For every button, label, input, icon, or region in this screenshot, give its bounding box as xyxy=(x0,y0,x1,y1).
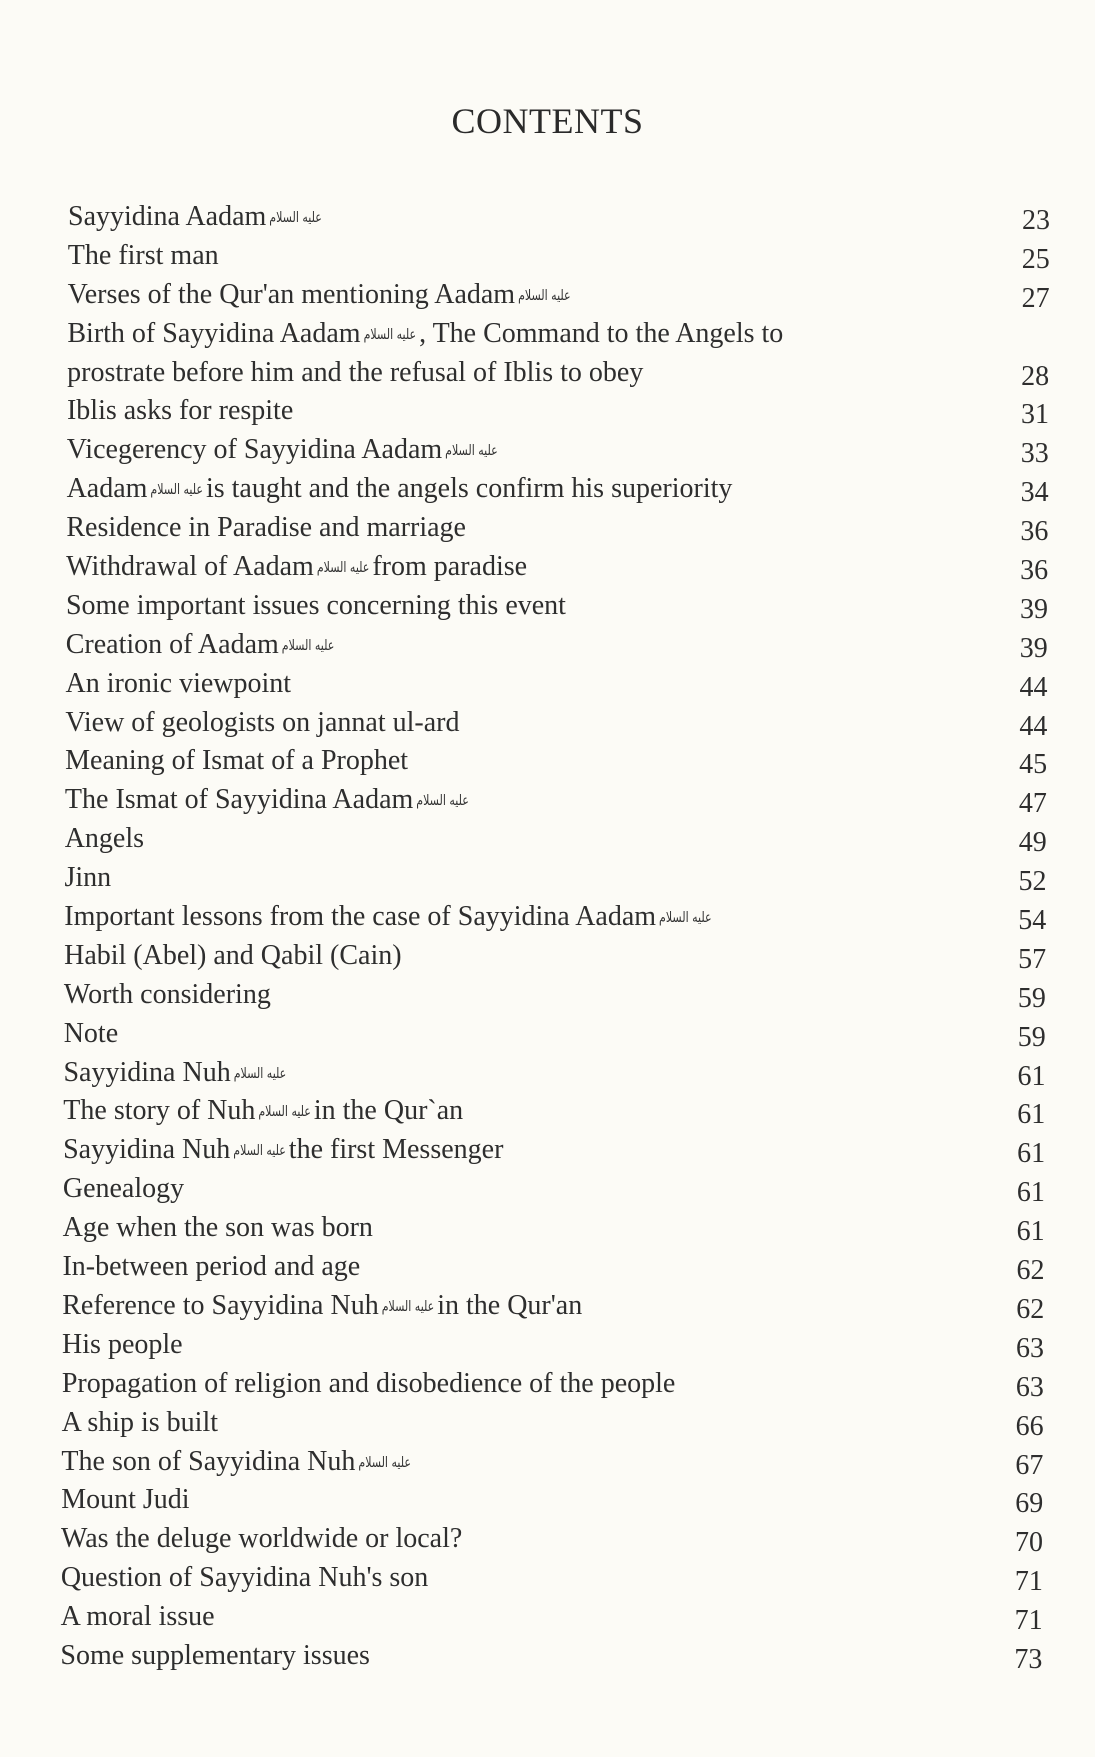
toc-page-number: 34 xyxy=(1020,477,1049,509)
toc-entry-text-continued: , The Command to the Angels to xyxy=(419,317,784,349)
toc-entry xyxy=(0,1326,1095,1365)
toc-entry xyxy=(0,937,1095,976)
toc-entry-title xyxy=(63,1209,373,1248)
toc-entry xyxy=(0,1015,1095,1054)
toc-entry-text: A ship is built xyxy=(61,1406,219,1438)
toc-entry-text: Meaning of Ismat of a Prophet xyxy=(65,745,409,777)
toc-entry-title xyxy=(64,976,271,1015)
toc-entry-text: The first man xyxy=(67,239,219,271)
toc-page-number: 61 xyxy=(1017,1138,1046,1170)
toc-entry-title xyxy=(67,354,643,393)
honorific-glyph-icon: عليه السلام xyxy=(363,325,417,343)
toc-page-number: 44 xyxy=(1019,710,1048,742)
toc-entry-title xyxy=(62,1365,675,1404)
toc-entry-title xyxy=(61,1520,462,1559)
toc-entry-text-continued: from paradise xyxy=(372,551,528,583)
toc-entry-title xyxy=(66,626,338,666)
toc-entry-title xyxy=(63,1131,503,1171)
honorific-glyph-icon: عليه السلام xyxy=(659,908,712,926)
toc-page-number: 39 xyxy=(1019,632,1048,664)
toc-entry-title xyxy=(62,1287,582,1327)
toc-page-number: 52 xyxy=(1018,866,1047,898)
toc-entry xyxy=(0,509,1095,548)
toc-entry xyxy=(0,1443,1095,1482)
toc-entry xyxy=(0,470,1095,509)
toc-entry xyxy=(0,1287,1095,1326)
toc-entry xyxy=(0,742,1095,781)
toc-entry-text: The story of Nuh xyxy=(63,1095,256,1127)
toc-entry xyxy=(0,781,1095,820)
toc-entry-title xyxy=(65,742,408,781)
toc-entry xyxy=(0,276,1095,315)
toc-page-number: 44 xyxy=(1019,671,1048,703)
toc-page-number: 54 xyxy=(1018,905,1047,937)
toc-entry-title xyxy=(63,1170,184,1209)
toc-entry xyxy=(0,1481,1095,1520)
toc-entry-title xyxy=(68,237,219,276)
toc-entry xyxy=(0,198,1095,237)
toc-entry-title xyxy=(64,1015,118,1054)
table-of-contents xyxy=(0,198,1095,1676)
honorific-glyph-icon: عليه السلام xyxy=(269,208,322,226)
toc-entry-title xyxy=(68,198,325,238)
toc-entry-title xyxy=(61,1598,215,1637)
toc-page-number: 59 xyxy=(1017,1021,1046,1053)
toc-entry xyxy=(0,1598,1095,1637)
toc-page-number: 31 xyxy=(1020,399,1049,431)
toc-page-number: 71 xyxy=(1014,1566,1043,1598)
toc-entry-text: His people xyxy=(62,1328,183,1360)
toc-page-number: 61 xyxy=(1016,1177,1045,1209)
toc-entry xyxy=(0,1520,1095,1559)
toc-page-number: 59 xyxy=(1017,982,1046,1014)
toc-entry xyxy=(0,859,1095,898)
toc-entry xyxy=(0,1170,1095,1209)
toc-page-number: 63 xyxy=(1016,1332,1045,1364)
toc-entry-text: Important lessons from the case of Sayyidina Aadam xyxy=(64,901,657,933)
toc-entry xyxy=(0,1248,1095,1287)
toc-entry xyxy=(0,1365,1095,1404)
honorific-glyph-icon: عليه السلام xyxy=(358,1453,411,1471)
toc-page-number: 62 xyxy=(1016,1293,1045,1325)
toc-entry-title xyxy=(66,509,466,548)
toc-entry-text: Age when the son was born xyxy=(62,1212,373,1244)
toc-entry-title xyxy=(67,315,783,355)
toc-entry-text: Reference to Sayyidina Nuh xyxy=(62,1289,379,1321)
toc-page-number: 33 xyxy=(1020,438,1049,470)
honorific-glyph-icon: عليه السلام xyxy=(416,792,469,810)
toc-page-number: 36 xyxy=(1020,555,1049,587)
toc-entry-title xyxy=(66,665,292,704)
toc-entry-text: An ironic viewpoint xyxy=(65,667,292,699)
toc-entry-text: Worth considering xyxy=(63,978,271,1010)
toc-entry-title xyxy=(68,276,574,316)
toc-entry-title xyxy=(66,548,527,588)
toc-entry xyxy=(0,587,1095,626)
toc-entry-text: Verses of the Qur'an mentioning Aadam xyxy=(67,278,516,310)
toc-page-number: 62 xyxy=(1016,1255,1045,1287)
toc-page-number: 45 xyxy=(1019,749,1048,781)
honorific-glyph-icon: عليه السلام xyxy=(381,1297,435,1315)
toc-page-number: 71 xyxy=(1014,1605,1043,1637)
toc-entry xyxy=(0,976,1095,1015)
honorific-glyph-icon: عليه السلام xyxy=(233,1142,286,1160)
toc-entry-title xyxy=(62,1326,183,1365)
toc-entry-title xyxy=(65,859,112,898)
toc-entry-text: Note xyxy=(63,1017,119,1049)
toc-entry-title xyxy=(60,1637,370,1676)
toc-entry-text: The son of Sayyidina Nuh xyxy=(61,1445,356,1477)
toc-page-number: 73 xyxy=(1014,1643,1043,1675)
toc-entry-text: Birth of Sayyidina Aadam xyxy=(67,317,361,349)
toc-entry-text: Creation of Aadam xyxy=(65,628,279,660)
toc-entry-text: Jinn xyxy=(64,862,112,894)
toc-entry-title xyxy=(66,587,566,626)
toc-entry-text: The Ismat of Sayyidina Aadam xyxy=(64,784,414,816)
toc-entry-title xyxy=(62,1404,218,1443)
toc-entry-text: Sayyidina Nuh xyxy=(63,1056,231,1088)
toc-entry-text-continued: the first Messenger xyxy=(288,1134,504,1166)
toc-entry-title xyxy=(65,704,459,743)
toc-page-number: 23 xyxy=(1022,205,1050,236)
toc-entry-text-continued: is taught and the angels confirm his superiority xyxy=(205,473,733,505)
toc-entry xyxy=(0,392,1095,431)
toc-entry-title xyxy=(64,937,401,976)
toc-page-number: 70 xyxy=(1015,1527,1044,1559)
honorific-glyph-icon: عليه السلام xyxy=(445,442,498,460)
toc-entry xyxy=(0,1131,1095,1170)
toc-entry xyxy=(0,237,1095,276)
page-title: CONTENTS xyxy=(451,101,644,141)
toc-entry-title xyxy=(63,1054,289,1094)
toc-entry-text: Withdrawal of Aadam xyxy=(66,551,314,583)
toc-entry-title xyxy=(61,1559,428,1598)
toc-entry xyxy=(0,626,1095,665)
toc-entry xyxy=(0,1637,1095,1676)
toc-entry xyxy=(0,1209,1095,1248)
toc-entry-text-continued: in the Qur'an xyxy=(437,1289,583,1321)
toc-page-number: 27 xyxy=(1021,282,1050,314)
toc-entry-text: Was the deluge worldwide or local? xyxy=(61,1523,463,1555)
honorific-glyph-icon: عليه السلام xyxy=(316,558,370,576)
toc-entry-text: Propagation of religion and disobedience of the people xyxy=(61,1367,676,1399)
toc-entry xyxy=(0,704,1095,743)
toc-entry xyxy=(0,1404,1095,1443)
toc-entry-title xyxy=(65,781,472,821)
toc-entry-title xyxy=(67,431,501,471)
toc-entry-title xyxy=(62,1248,360,1287)
toc-entry-text: A moral issue xyxy=(60,1601,215,1633)
toc-entry-title xyxy=(67,392,293,431)
toc-entry-title xyxy=(61,1443,413,1483)
toc-entry-text: Some important issues concerning this event xyxy=(65,589,566,621)
toc-entry xyxy=(0,1054,1095,1093)
toc-entry-text-line2: prostrate before him and the refusal of Iblis to obey xyxy=(67,356,644,388)
toc-entry-title xyxy=(67,470,733,510)
toc-entry-text: Iblis asks for respite xyxy=(66,395,294,427)
toc-entry xyxy=(0,665,1095,704)
honorific-glyph-icon: عليه السلام xyxy=(233,1064,287,1082)
toc-page-number: 67 xyxy=(1015,1449,1044,1481)
toc-page-number: 63 xyxy=(1015,1371,1044,1403)
toc-entry-text: Angels xyxy=(64,823,145,855)
toc-entry-text: In-between period and age xyxy=(62,1251,361,1283)
toc-entry xyxy=(0,1092,1095,1131)
toc-entry-title xyxy=(64,898,714,938)
toc-entry-text: View of geologists on jannat ul-ard xyxy=(65,706,460,738)
toc-entry-text: Genealogy xyxy=(62,1173,185,1205)
toc-entry xyxy=(0,354,1095,393)
toc-entry-text: Sayyidina Aadam xyxy=(68,201,267,232)
toc-entry xyxy=(0,820,1095,859)
toc-entry xyxy=(0,1559,1095,1598)
toc-entry xyxy=(0,548,1095,587)
toc-entry-title xyxy=(65,820,144,859)
toc-entry-text: Some supplementary issues xyxy=(60,1639,370,1671)
toc-entry xyxy=(0,898,1095,937)
honorific-glyph-icon: عليه السلام xyxy=(518,286,571,304)
toc-page-number: 69 xyxy=(1015,1488,1044,1520)
toc-entry-text: Residence in Paradise and marriage xyxy=(66,512,466,544)
toc-entry-text: Mount Judi xyxy=(61,1484,190,1516)
honorific-glyph-icon: عليه السلام xyxy=(150,480,203,498)
toc-page-number: 61 xyxy=(1016,1216,1045,1248)
toc-entry-text-continued: in the Qur`an xyxy=(313,1095,464,1127)
toc-entry-text: Sayyidina Nuh xyxy=(63,1134,231,1166)
toc-page-number: 25 xyxy=(1021,243,1050,275)
toc-entry-text: Aadam xyxy=(66,473,148,505)
toc-page-number: 61 xyxy=(1017,1099,1046,1131)
toc-page-number: 49 xyxy=(1018,827,1047,859)
toc-entry-title xyxy=(61,1481,189,1520)
toc-page-number: 39 xyxy=(1019,593,1048,625)
toc-page-number: 28 xyxy=(1021,360,1050,392)
honorific-glyph-icon: عليه السلام xyxy=(281,636,335,654)
toc-page-number: 66 xyxy=(1015,1410,1044,1442)
toc-entry-text: Vicegerency of Sayyidina Aadam xyxy=(66,434,443,466)
toc-entry-text: Habil (Abel) and Qabil (Cain) xyxy=(64,939,402,971)
toc-entry-text: Question of Sayyidina Nuh's son xyxy=(60,1562,429,1594)
toc-page-number: 36 xyxy=(1020,516,1049,548)
toc-page-number: 47 xyxy=(1018,788,1047,820)
toc-entry xyxy=(0,315,1095,354)
honorific-glyph-icon: عليه السلام xyxy=(258,1103,311,1121)
toc-page-number: 57 xyxy=(1018,943,1047,975)
toc-page-number: 61 xyxy=(1017,1060,1046,1092)
